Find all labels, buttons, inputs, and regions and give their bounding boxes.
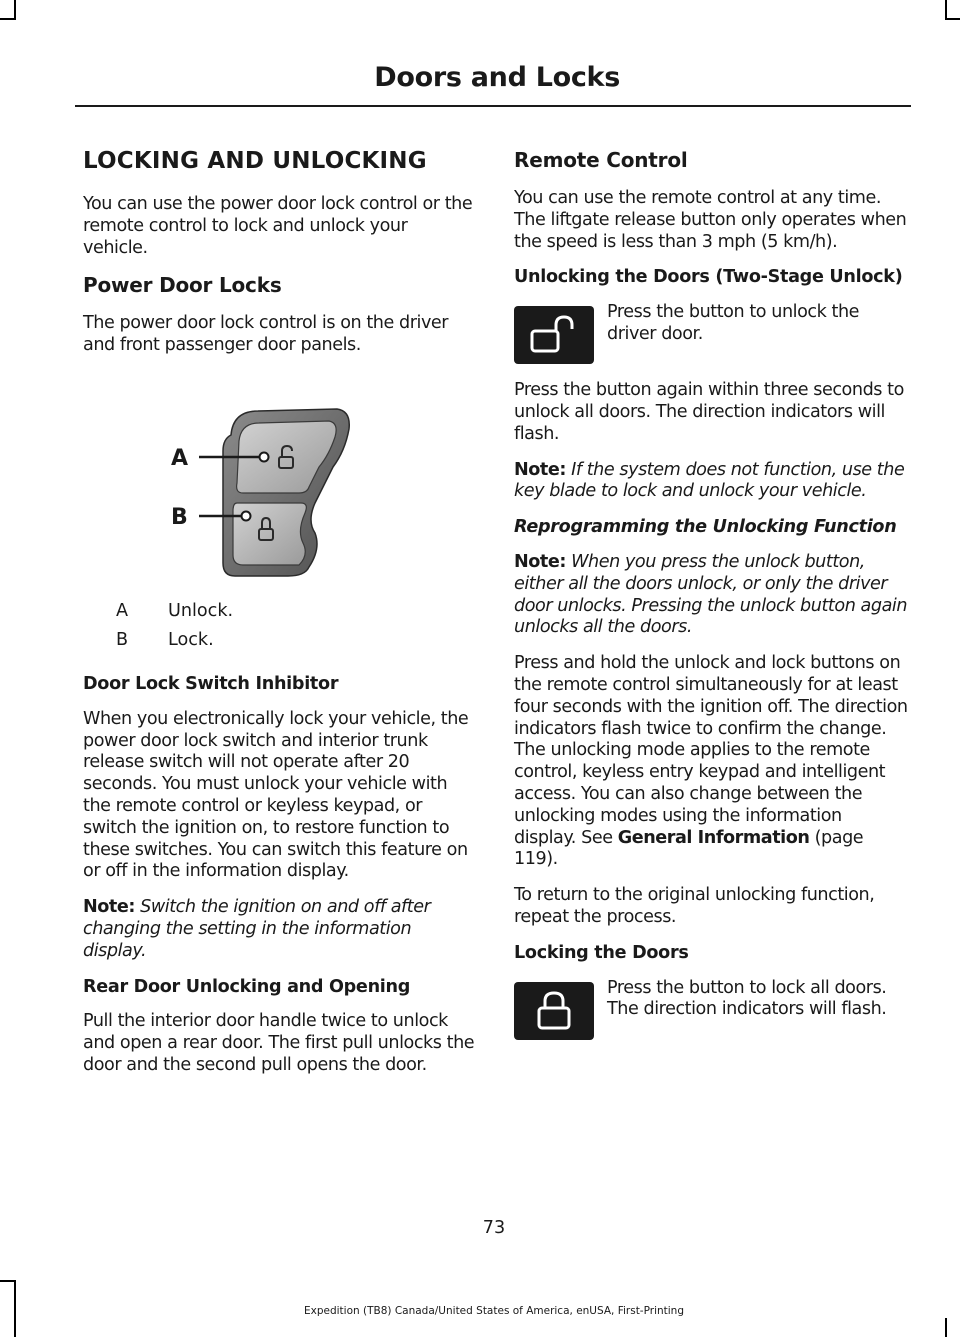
reprogram-note — [514, 552, 908, 639]
inhibitor-paragraph: When you electronically lock your vehicle, the power door lock switch and interior trunk release switch will not operate after 20 seconds. You must unlock your vehicle with the remote control or keyless keypad, or switch the ignition on, to restore function to these switches. You can switch this feature on or off in the information display. — [83, 708, 469, 882]
note-label: Note: — [83, 897, 135, 918]
two-stage-paragraph: Press the button again within three seconds to unlock all doors. The direction indicators will flash. — [514, 380, 904, 444]
two-stage-note — [514, 460, 908, 504]
reprogram-text: Press and hold the unlock and lock buttons on the remote control simultaneously for at least four seconds with the ignition off. The direction indicators flash twice to confirm the change. The unlocking mode applies to the remote control, keyless entry keypad and intelligent access. You can also change between the unlocking modes using the information display. See — [514, 653, 908, 848]
section-heading: LOCKING AND UNLOCKING — [83, 148, 427, 174]
unlock-button-block — [514, 302, 908, 364]
cross-reference-link[interactable]: General Information — [617, 827, 810, 848]
inhibitor-note — [83, 897, 477, 962]
lock-button-description: Press the button to lock all doors. The direction indicators will flash. — [607, 977, 887, 1020]
legend-key: B — [116, 629, 129, 650]
header-divider — [75, 105, 911, 107]
note-text: If the system does not function, use the key blade to lock and unlock your vehicle. — [514, 459, 905, 502]
power-locks-heading: Power Door Locks — [83, 273, 282, 298]
crop-mark — [945, 1318, 947, 1337]
locking-heading: Locking the Doors — [514, 942, 689, 963]
reprogram-return-paragraph: To return to the original unlocking function, repeat the process. — [514, 885, 875, 927]
crop-mark — [14, 0, 16, 20]
footer-text: Expedition (TB8) Canada/United States of America, enUSA, First-Printing — [303, 1305, 684, 1317]
inhibitor-heading: Door Lock Switch Inhibitor — [83, 673, 339, 694]
page-number: 73 — [482, 1218, 506, 1238]
crop-mark — [945, 18, 960, 20]
unlock-button-description: Press the button to unlock the driver door. — [607, 302, 860, 344]
callout-a-label: A — [171, 445, 189, 471]
cross-reference-page: (page 119). — [514, 827, 864, 870]
legend-row — [83, 630, 477, 650]
legend-row — [83, 601, 477, 621]
legend-value: Unlock. — [168, 600, 234, 621]
legend-value: Lock. — [168, 629, 214, 650]
crop-mark — [0, 1280, 16, 1282]
rear-door-paragraph: Pull the interior door handle twice to unlock and open a rear door. The first pull unlocks the door and the second pull opens the door. — [83, 1011, 475, 1075]
unlock-icon — [514, 306, 594, 364]
crop-mark — [0, 18, 16, 20]
rear-door-heading: Rear Door Unlocking and Opening — [83, 976, 411, 997]
remote-control-paragraph: You can use the remote control at any time. The liftgate release button only operates when the speed is less than 3 mph (5 km/h). — [514, 188, 907, 252]
two-stage-heading: Unlocking the Doors (Two-Stage Unlock) — [514, 267, 903, 288]
callout-b-label: B — [171, 504, 188, 530]
note-text: When you press the unlock button, either all the doors unlock, or only the driver door unlocks. Pressing the unlock button again unlocks all the doors. — [514, 551, 908, 638]
note-label: Note: — [514, 459, 566, 480]
crop-mark — [945, 0, 947, 20]
page-title: Doors and Locks — [374, 62, 620, 93]
reprogram-heading: Reprogramming the Unlocking Function — [514, 517, 897, 538]
lock-button-block — [514, 978, 908, 1040]
right-column — [514, 140, 908, 1056]
lock-icon — [514, 982, 594, 1040]
remote-control-heading: Remote Control — [514, 148, 688, 172]
note-label: Note: — [514, 551, 566, 572]
note-text: Switch the ignition on and off after changing the setting in the information display. — [83, 897, 431, 961]
intro-paragraph: You can use the power door lock control or the remote control to lock and unlock your vehicle. — [83, 194, 473, 258]
left-column — [83, 140, 477, 1091]
reprogram-paragraph — [514, 653, 908, 871]
door-lock-switch-figure — [83, 371, 477, 601]
door-lock-switch-illustration — [83, 371, 477, 601]
power-locks-paragraph: The power door lock control is on the driver and front passenger door panels. — [83, 313, 449, 356]
legend-key: A — [116, 600, 129, 621]
